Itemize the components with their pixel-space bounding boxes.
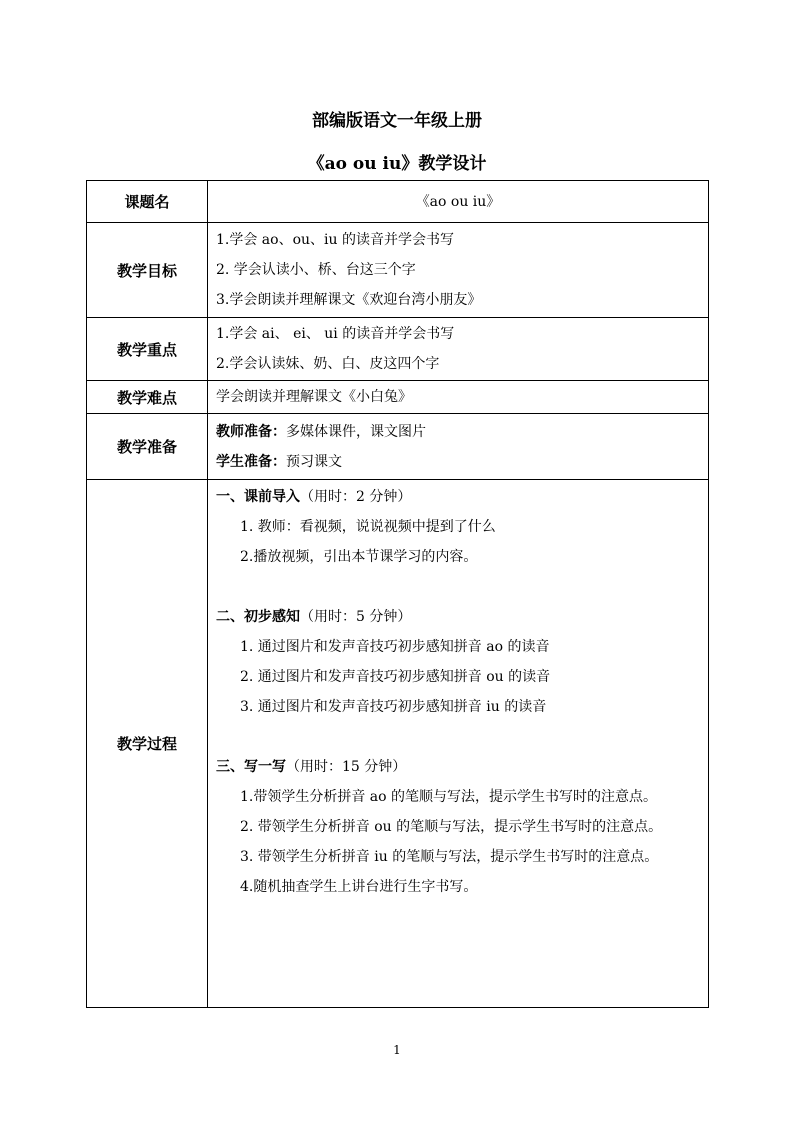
- topic-value: 《ao ou iu》: [415, 193, 501, 210]
- section3-item: [208, 842, 708, 872]
- lesson-plan-table: [86, 180, 709, 1008]
- section3-item: [208, 782, 708, 812]
- section1-item: 2.播放视频，引出本节课学习的内容。: [240, 549, 478, 565]
- section3-item-text: 2. 带领学生分析拼音 ou 的笔顺与写法，提示学生书写时的注意点。: [240, 819, 663, 835]
- section2-time: （用时：5 分钟）: [300, 609, 412, 625]
- table-row: [87, 480, 709, 1008]
- key-point-item: 2.学会认读妹、奶、白、皮这四个字: [216, 356, 440, 372]
- section3-item-text: 1.带领学生分析拼音 ao 的笔顺与写法，提示学生书写时的注意点。: [240, 789, 658, 805]
- table-row: [87, 223, 709, 318]
- section3-item: 4.随机抽查学生上讲台进行生字书写。: [240, 879, 478, 895]
- page-number: 1: [393, 1043, 401, 1057]
- goal-item: 3.学会朗读并理解课文《欢迎台湾小朋友》: [216, 292, 482, 308]
- goals-cell: [208, 223, 709, 318]
- prep-label: 教学准备: [87, 414, 208, 480]
- section2-item: 2. 通过图片和发声音技巧初步感知拼音 ou 的读音: [240, 669, 551, 685]
- difficulty-value: 学会朗读并理解课文《小白兔》: [216, 389, 412, 405]
- prep-teacher-value: 多媒体课件，课文图片: [286, 423, 426, 440]
- section-heading: [208, 602, 708, 632]
- key-points-label: 教学重点: [87, 318, 208, 381]
- document-title: 部编版语文一年级上册: [312, 111, 482, 131]
- section1-time: （用时：2 分钟）: [300, 489, 412, 505]
- table-row: [87, 181, 709, 223]
- section3-time: （用时：15 分钟）: [286, 759, 407, 775]
- difficulty-cell: [208, 381, 709, 414]
- prep-teacher: [208, 417, 708, 447]
- prep-student-label: 学生准备：: [216, 453, 286, 470]
- section3-item-text: 3. 带领学生分析拼音 iu 的笔顺与写法，提示学生书写时的注意点。: [240, 849, 659, 865]
- prep-student-value: 预习课文: [286, 453, 342, 470]
- section3-item: [208, 812, 708, 842]
- section2-heading: 二、初步感知: [216, 609, 300, 625]
- prep-cell: [208, 414, 709, 480]
- section2-item: 3. 通过图片和发声音技巧初步感知拼音 iu 的读音: [240, 699, 547, 715]
- section-heading: [208, 482, 708, 512]
- table-row: [87, 381, 709, 414]
- section1-heading: 一、课前导入: [216, 489, 300, 505]
- difficulty-label: 教学难点: [87, 381, 208, 414]
- prep-student: [208, 447, 708, 477]
- key-point-item: 1.学会 ai、 ei、 ui 的读音并学会书写: [216, 326, 455, 342]
- section3-heading: 三、写一写: [216, 759, 286, 775]
- goal-item: 2. 学会认读小、桥、台这三个字: [216, 262, 416, 278]
- topic-label: 课题名: [87, 181, 208, 223]
- key-points-cell: [208, 318, 709, 381]
- prep-teacher-label: 教师准备：: [216, 423, 286, 440]
- section1-item: 1. 教师：看视频，说说视频中提到了什么: [240, 519, 496, 535]
- section2-item: 1. 通过图片和发声音技巧初步感知拼音 ao 的读音: [240, 639, 550, 655]
- table-row: [87, 318, 709, 381]
- topic-cell: [208, 181, 709, 223]
- document-subtitle: 《ao ou iu》教学设计: [307, 154, 487, 174]
- spacer: [208, 572, 708, 602]
- goals-label: 教学目标: [87, 223, 208, 318]
- goal-item: 1.学会 ao、ou、iu 的读音并学会书写: [216, 232, 454, 248]
- table-row: [87, 414, 709, 480]
- process-cell: [208, 480, 709, 1008]
- spacer: [208, 722, 708, 752]
- section-heading: [208, 752, 708, 782]
- process-label: 教学过程: [87, 480, 208, 1008]
